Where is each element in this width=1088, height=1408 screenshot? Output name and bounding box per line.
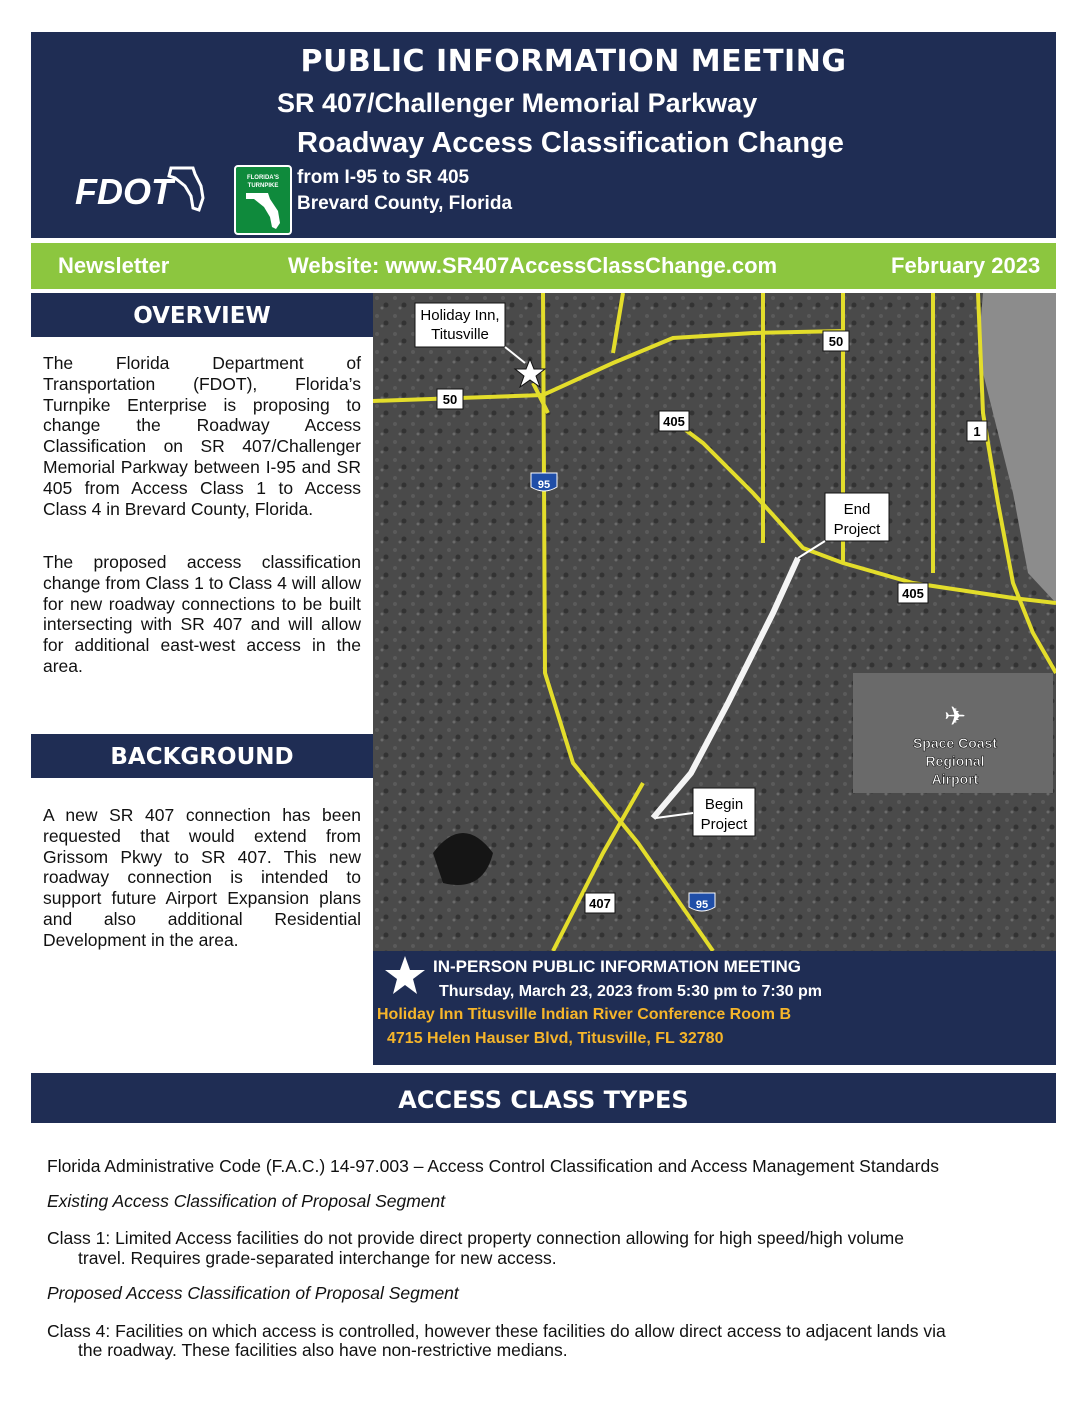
- access-class-heading: ACCESS CLASS TYPES: [31, 1073, 1056, 1123]
- airport-line3: Airport: [931, 771, 979, 787]
- background-paragraph: A new SR 407 connection has been requested that would extend from Grissom Pkwy to SR 407. This new roadway connection is intended to support future Airport Expansion plans and also additional Residential Development in the area.: [43, 805, 361, 950]
- fdot-logo: [75, 164, 209, 216]
- fdot-logo-text: FDOT: [75, 171, 173, 212]
- class1-desc-line1: Class 1: Limited Access facilities do not provide direct property connection allowing for high speed/high volume: [47, 1228, 904, 1248]
- route-50-shield-west: [437, 389, 463, 409]
- project-subtitle: Roadway Access Classification Change: [297, 127, 844, 159]
- callout-end-line1: End: [843, 501, 871, 518]
- existing-class-label: Existing Access Classification of Proposal Segment: [47, 1191, 446, 1211]
- callout-hotel-line1: Holiday Inn,: [420, 307, 500, 324]
- project-county: Brevard County, Florida: [297, 193, 513, 214]
- airplane-icon: ✈: [944, 702, 966, 732]
- callout-hotel-line2: Titusville: [431, 326, 489, 343]
- fac-code-line: Florida Administrative Code (F.A.C.) 14-97.003 – Access Control Classification and Access Management Standards: [47, 1156, 939, 1176]
- svg-text:95: 95: [695, 899, 709, 911]
- overview-paragraph-1: The Florida Department of Transportation (FDOT), Florida’s Turnpike Enterprise is proposing to change the Roadway Access Classification on SR 407/Challenger Memorial Parkway between I-95 and SR 405 from Access Class 1 to Access Class 4 in Brevard County, Florida.: [43, 353, 361, 519]
- svg-text:1: 1: [973, 424, 981, 439]
- overview-paragraph-2: The proposed access classification change from Class 1 to Class 4 will allow for new roadway connections to be built intersecting with SR 407 and will allow for additional east-west access in the area.: [43, 552, 361, 676]
- callout-begin-line1: Begin: [704, 796, 744, 813]
- newsletter-bar: [31, 243, 1056, 289]
- svg-text:405: 405: [902, 586, 924, 601]
- svg-text:50: 50: [828, 334, 844, 349]
- callout-begin-line2: Project: [700, 816, 748, 833]
- turnpike-logo: [234, 165, 292, 235]
- issue-date: February 2023: [891, 253, 1041, 278]
- website-link[interactable]: Website: www.SR407AccessClassChange.com: [288, 253, 778, 278]
- project-location-map: [373, 293, 1056, 951]
- route-50-shield-east: [823, 331, 849, 351]
- header-banner: [31, 32, 1056, 238]
- interstate-95-shield-south: [689, 893, 715, 911]
- route-405-shield-north: [659, 411, 689, 431]
- svg-text:50: 50: [442, 392, 458, 407]
- meeting-info-box: [373, 951, 1056, 1065]
- proposed-class-label: Proposed Access Classification of Proposal Segment: [47, 1283, 459, 1303]
- background-heading: BACKGROUND: [31, 734, 373, 778]
- project-name: SR 407/Challenger Memorial Parkway: [277, 88, 758, 118]
- callout-end-line2: Project: [833, 521, 881, 538]
- airport-line1: Space Coast: [912, 735, 998, 751]
- meeting-star-icon: [383, 955, 427, 997]
- route-407-shield: [585, 893, 615, 913]
- class4-desc-line1: Class 4: Facilities on which access is controlled, however these facilities do allow direct access to adjacent lands via: [47, 1321, 946, 1341]
- newsletter-label: Newsletter: [58, 253, 170, 278]
- airport-line2: Regional: [925, 753, 985, 769]
- class4-desc-line2: the roadway. These facilities also have non-restrictive medians.: [78, 1340, 568, 1360]
- meeting-title: IN-PERSON PUBLIC INFORMATION MEETING: [433, 957, 802, 976]
- route-405-shield-east: [898, 583, 928, 603]
- page-title: PUBLIC INFORMATION MEETING: [300, 44, 847, 79]
- meeting-venue: Holiday Inn Titusville Indian River Conference Room B: [377, 1006, 791, 1023]
- route-us1-shield: [967, 421, 987, 441]
- meeting-date: Thursday, March 23, 2023 from 5:30 pm to 7:30 pm: [439, 983, 822, 1000]
- interstate-95-shield-north: [531, 473, 557, 491]
- svg-text:407: 407: [589, 896, 611, 911]
- svg-text:TURNPIKE: TURNPIKE: [247, 183, 279, 189]
- class1-desc-line2: travel. Requires grade-separated interchange for new access.: [78, 1248, 557, 1268]
- project-limits: from I-95 to SR 405: [297, 167, 470, 188]
- meeting-address: 4715 Helen Hauser Blvd, Titusville, FL 32780: [387, 1030, 724, 1047]
- overview-heading: OVERVIEW: [31, 293, 373, 337]
- svg-text:FLORIDA'S: FLORIDA'S: [246, 175, 280, 181]
- svg-text:405: 405: [663, 414, 685, 429]
- svg-text:95: 95: [537, 479, 551, 491]
